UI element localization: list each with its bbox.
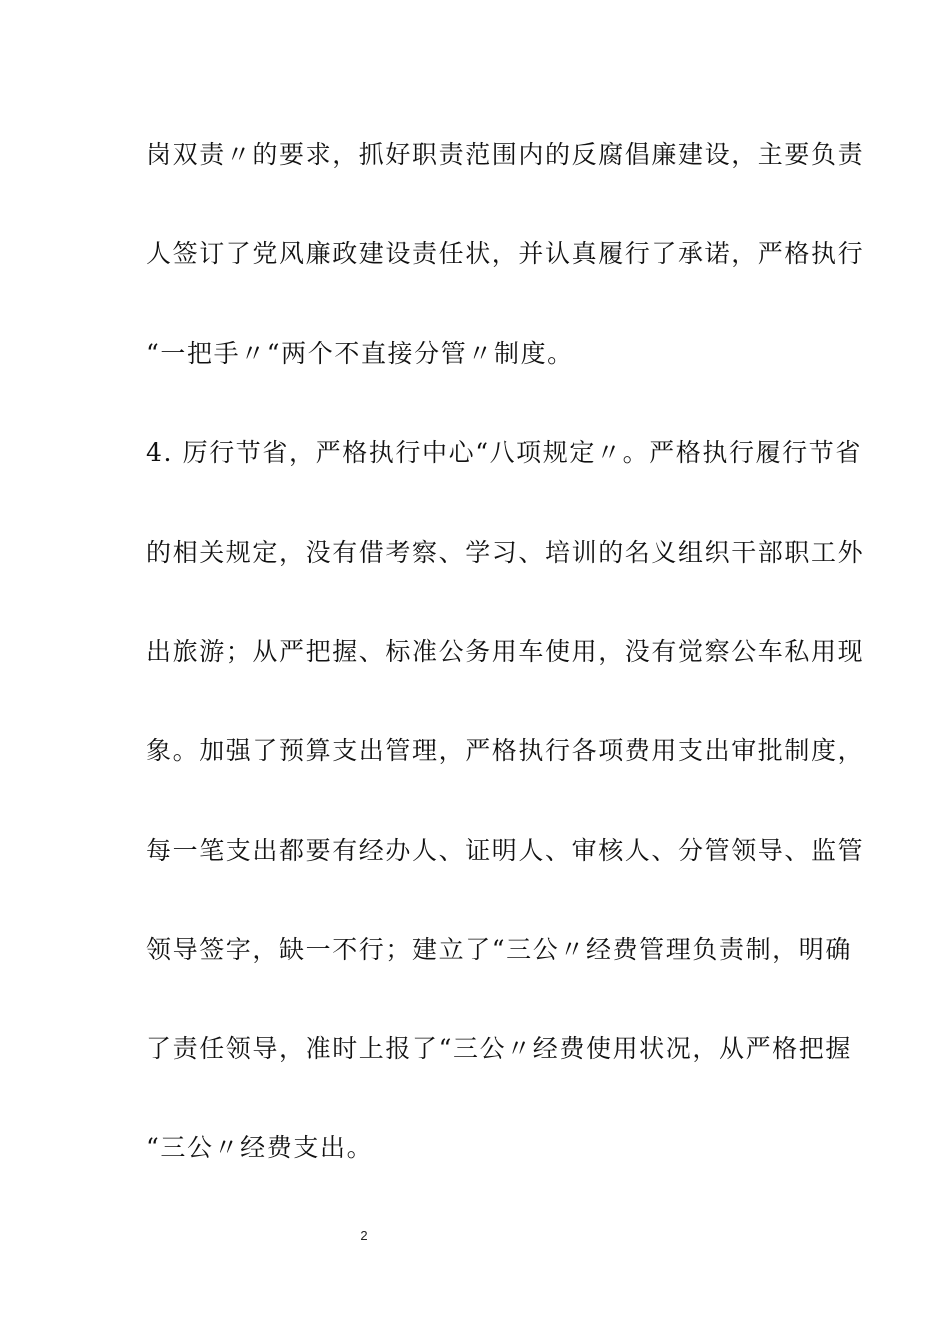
body-text-line-2: 人签订了党风廉政建设责任状，并认真履行了承诺，严格执行 <box>146 239 865 268</box>
body-text-line-5: 的相关规定，没有借考察、学习、培训的名义组织干部职工外 <box>146 538 865 567</box>
body-text-line-10: 了责任领导，准时上报了“三公〃经费使用状况，从严格把握 <box>146 1034 852 1063</box>
body-text-line-7: 象。加强了预算支出管理，严格执行各项费用支出审批制度， <box>146 736 865 765</box>
body-text-line-3: “一把手〃“两个不直接分管〃制度。 <box>146 339 574 368</box>
body-text-line-9: 领导签字，缺一不行；建立了“三公〃经费管理负责制，明确 <box>146 935 852 964</box>
page-number: 2 <box>360 1228 368 1243</box>
body-text-line-8: 每一笔支出都要有经办人、证明人、审核人、分管领导、监管 <box>146 836 865 865</box>
body-text-line-4: 4. 厉行节省，严格执行中心“八项规定〃。严格执行履行节省 <box>146 438 862 467</box>
body-text-line-11: “三公〃经费支出。 <box>146 1133 374 1162</box>
body-text-line-1: 岗双责〃的要求，抓好职责范围内的反腐倡廉建设，主要负责 <box>146 140 865 169</box>
body-text-line-6: 出旅游；从严把握、标准公务用车使用，没有觉察公车私用现 <box>146 637 865 666</box>
